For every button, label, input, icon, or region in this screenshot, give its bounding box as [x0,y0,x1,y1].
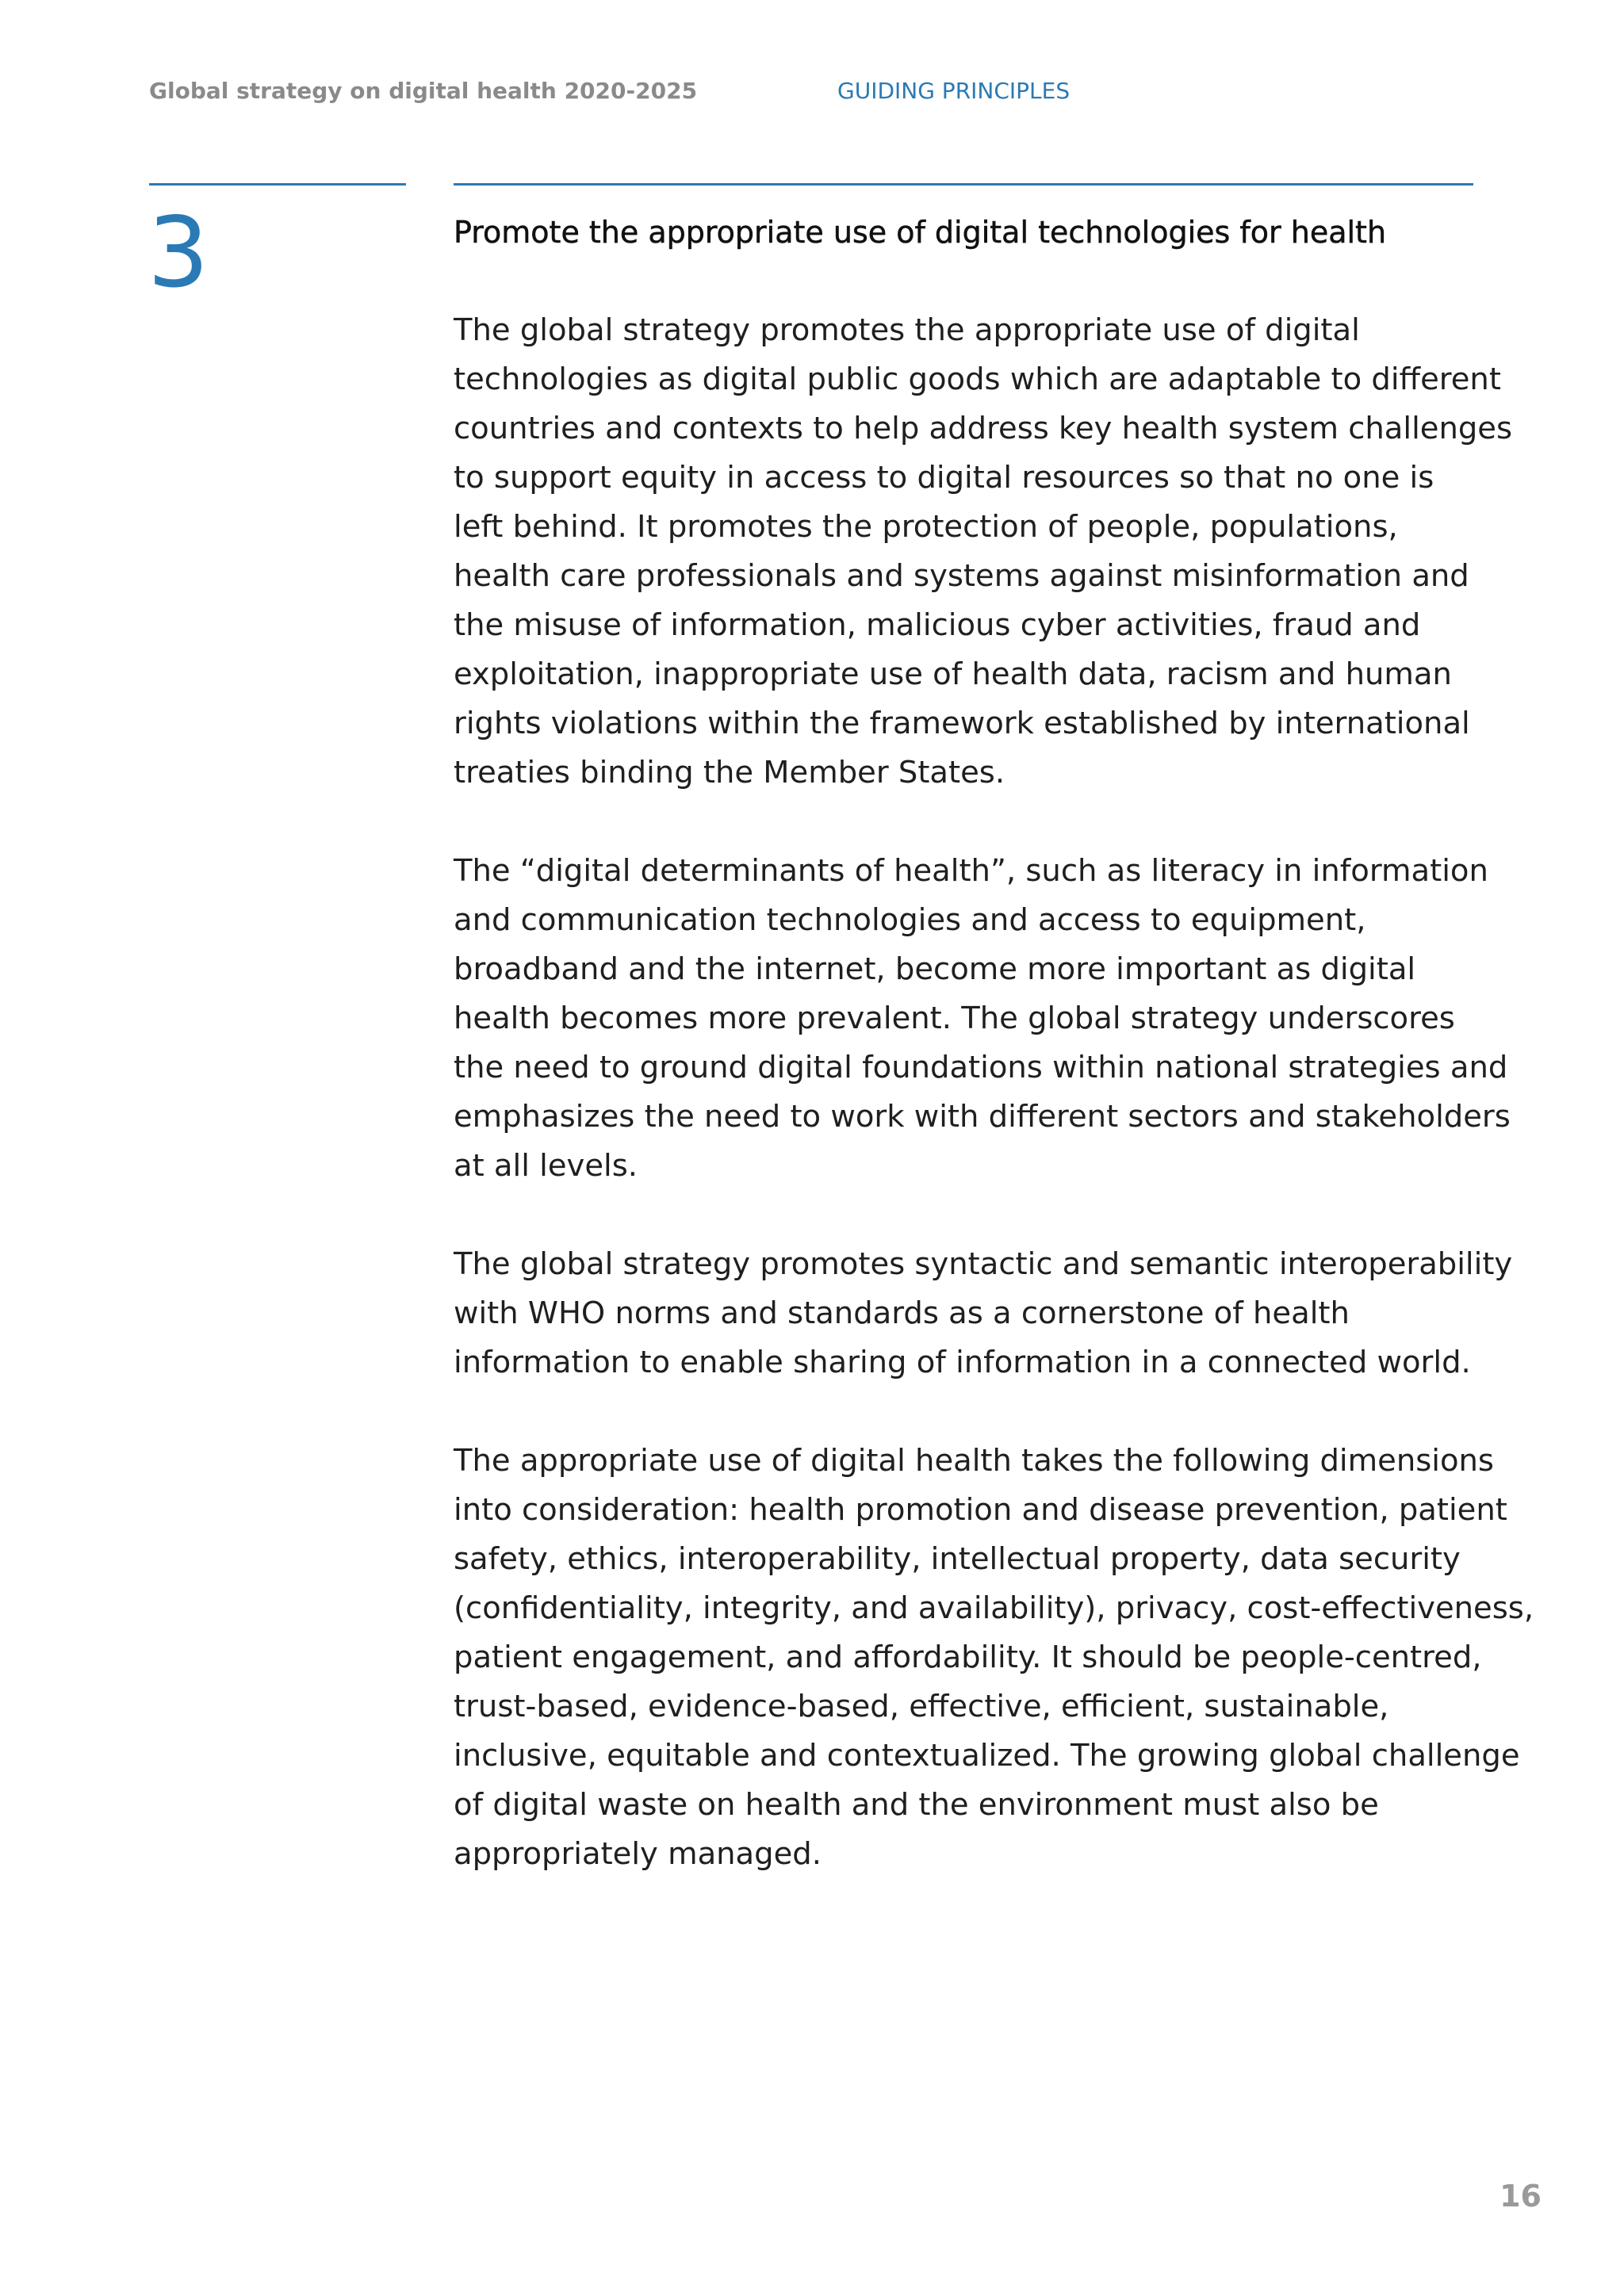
paragraph-line: health becomes more prevalent. The global strategy underscores [454,1001,1455,1036]
paragraph-line: broadband and the internet, become more important as digital [454,951,1416,987]
paragraph-line: The appropriate use of digital health takes the following dimensions [454,1443,1494,1479]
paragraph-line: information to enable sharing of information in a connected world. [454,1345,1471,1380]
document-title: Global strategy on digital health 2020-2025 [149,78,698,104]
paragraph-line: appropriately managed. [454,1836,822,1872]
paragraph-line: countries and contexts to help address key health system challenges [454,411,1513,446]
paragraph-2 [454,847,1511,1191]
number-divider [149,183,406,186]
paragraph-line: emphasizes the need to work with different sectors and stakeholders [454,1099,1511,1135]
paragraph-line: The “digital determinants of health”, such as literacy in information [454,853,1488,889]
paragraph-line: rights violations within the framework established by international [454,706,1470,741]
page-number: 16 [1500,2179,1542,2214]
paragraph-line: at all levels. [454,1148,638,1184]
paragraph-3 [454,1240,1513,1387]
paragraph-line: (confidentiality, integrity, and availability), privacy, cost-effectiveness, [454,1590,1534,1626]
paragraph-line: to support equity in access to digital resources so that no one is [454,460,1434,496]
paragraph-line: the need to ground digital foundations within national strategies and [454,1050,1508,1085]
paragraph-1 [454,306,1513,798]
paragraph-line: of digital waste on health and the environment must also be [454,1787,1379,1823]
paragraph-line: The global strategy promotes the appropriate use of digital [454,312,1360,348]
paragraph-4 [454,1437,1534,1879]
paragraph-line: treaties binding the Member States. [454,755,1005,790]
paragraph-line: technologies as digital public goods which are adaptable to different [454,362,1501,397]
paragraph-line: inclusive, equitable and contextualized. The growing global challenge [454,1738,1520,1774]
paragraph-line: and communication technologies and access to equipment, [454,902,1366,938]
principle-heading: Promote the appropriate use of digital technologies for health [454,215,1387,250]
section-title: GUIDING PRINCIPLES [837,78,1071,104]
content-divider [454,183,1473,186]
paragraph-line: the misuse of information, malicious cyber activities, fraud and [454,607,1421,643]
paragraph-line: exploitation, inappropriate use of health data, racism and human [454,656,1452,692]
principle-number: 3 [147,197,209,309]
principle-content [454,208,1534,1879]
paragraph-line: trust-based, evidence-based, effective, efficient, sustainable, [454,1689,1389,1724]
paragraph-line: patient engagement, and affordability. It should be people-centred, [454,1640,1482,1675]
paragraph-line: with WHO norms and standards as a cornerstone of health [454,1295,1350,1331]
paragraph-line: health care professionals and systems against misinformation and [454,558,1469,594]
paragraph-line: into consideration: health promotion and disease prevention, patient [454,1492,1507,1528]
paragraph-line: safety, ethics, interoperability, intellectual property, data security [454,1541,1461,1577]
paragraph-line: The global strategy promotes syntactic and semantic interoperability [454,1246,1513,1282]
paragraph-line: left behind. It promotes the protection of people, populations, [454,509,1398,545]
